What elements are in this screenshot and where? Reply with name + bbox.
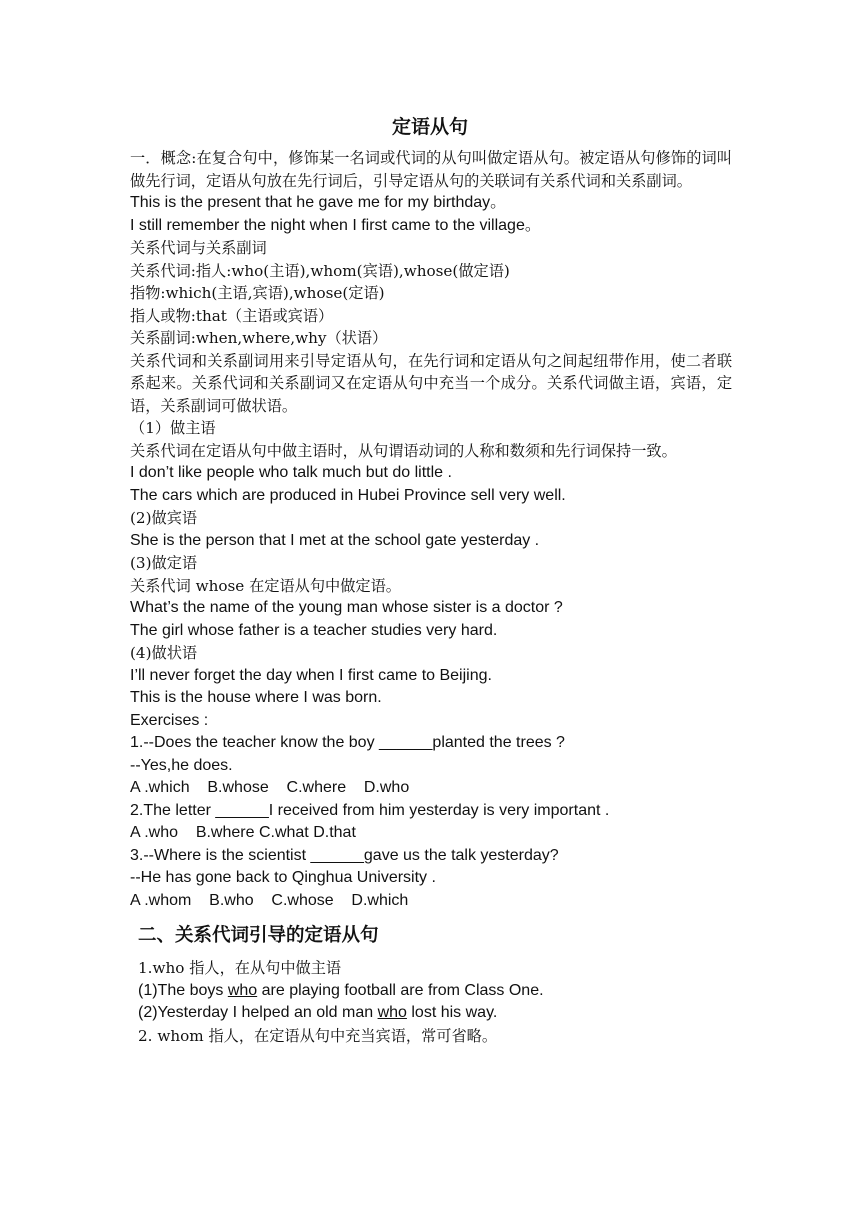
explanation-paragraph: 关系代词在定语从句中做主语时，从句谓语动词的人称和数须和先行词保持一致。 xyxy=(130,441,677,460)
exercise-question: 2.The letter ______I received from him yesterday is very important . xyxy=(130,801,610,819)
exercise-question: 3.--Where is the scientist ______gave us the talk yesterday? xyxy=(130,846,559,864)
concept-paragraph: 一．概念:在复合句中，修饰某一名词或代词的从句叫做定语从句。被定语从句修饰的词叫做先行词，定语从句放在先行词后，引导定语从句的关联词有关系代词和关系副词。 xyxy=(130,149,732,190)
example-sentence: She is the person that I met at the school gate yesterday . xyxy=(130,531,540,549)
example-sentence: This is the house where I was born. xyxy=(130,689,382,706)
subheading: (4)做状语 xyxy=(130,644,198,662)
example-sentence xyxy=(130,1002,732,1025)
example-sentence xyxy=(130,980,732,1003)
sentence-text: are playing football are from Class One. xyxy=(257,981,544,999)
rule-line: 2. whom 指人，在定语从句中充当宾语，常可省略。 xyxy=(138,1026,498,1045)
sentence-text: (2)Yesterday I helped an old man xyxy=(138,1004,378,1021)
document-body xyxy=(130,147,732,1047)
sentence-text: (1)The boys xyxy=(138,981,228,999)
example-sentence: This is the present that he gave me for my birthday。 xyxy=(130,194,507,211)
subheading: (3)做定语 xyxy=(130,554,198,572)
exercise-line: --Yes,he does. xyxy=(130,756,233,774)
example-sentence: The cars which are produced in Hubei Province sell very well. xyxy=(130,486,566,504)
section-heading: 二、关系代词引导的定语从句 xyxy=(138,925,379,946)
rule-line: 关系代词:指人:who(主语),whom(宾语),whose(做定语) xyxy=(130,261,510,280)
rule-line: 关系代词 whose 在定语从句中做定语。 xyxy=(130,576,401,595)
explanation-paragraph: 关系代词和关系副词用来引导定语从句，在先行词和定语从句之间起纽带作用，使二者联系起来。关系代词和关系副词又在定语从句中充当一个成分。关系代词做主语，宾语，定语，关系副词可做状语。 xyxy=(130,351,732,415)
subheading: （1）做主语 xyxy=(130,419,216,437)
rule-line: 关系副词:when,where,why（状语） xyxy=(130,329,388,347)
exercises-label: Exercises : xyxy=(130,711,209,729)
underlined-word: who xyxy=(227,981,258,999)
exercise-options: A .which B.whose C.where D.who xyxy=(130,779,410,796)
example-sentence: I’ll never forget the day when I first came to Beijing. xyxy=(130,666,492,684)
exercise-options: A .who B.where C.what D.that xyxy=(130,824,356,841)
exercise-question: 1.--Does the teacher know the boy ______planted the trees ? xyxy=(130,734,565,751)
example-sentence: The girl whose father is a teacher studies very hard. xyxy=(130,621,498,639)
exercise-line: --He has gone back to Qinghua University . xyxy=(130,869,436,886)
rule-line: 指物:which(主语,宾语),whose(定语) xyxy=(130,284,385,302)
exercise-options: A .whom B.who C.whose D.which xyxy=(130,891,409,909)
subheading: (2)做宾语 xyxy=(130,509,198,527)
example-sentence: What’s the name of the young man whose sister is a doctor ? xyxy=(130,599,563,616)
example-sentence: I still remember the night when I first came to the village。 xyxy=(130,216,541,234)
document-title: 定语从句 xyxy=(391,116,468,138)
example-sentence: I don’t like people who talk much but do little . xyxy=(130,464,452,481)
underlined-word: who xyxy=(377,1004,407,1021)
rule-line: 指人或物:that（主语或宾语） xyxy=(130,306,334,325)
sentence-text: lost his way. xyxy=(406,1004,498,1021)
rule-line: 1.who 指人，在从句中做主语 xyxy=(138,959,342,977)
subheading: 关系代词与关系副词 xyxy=(130,239,267,257)
